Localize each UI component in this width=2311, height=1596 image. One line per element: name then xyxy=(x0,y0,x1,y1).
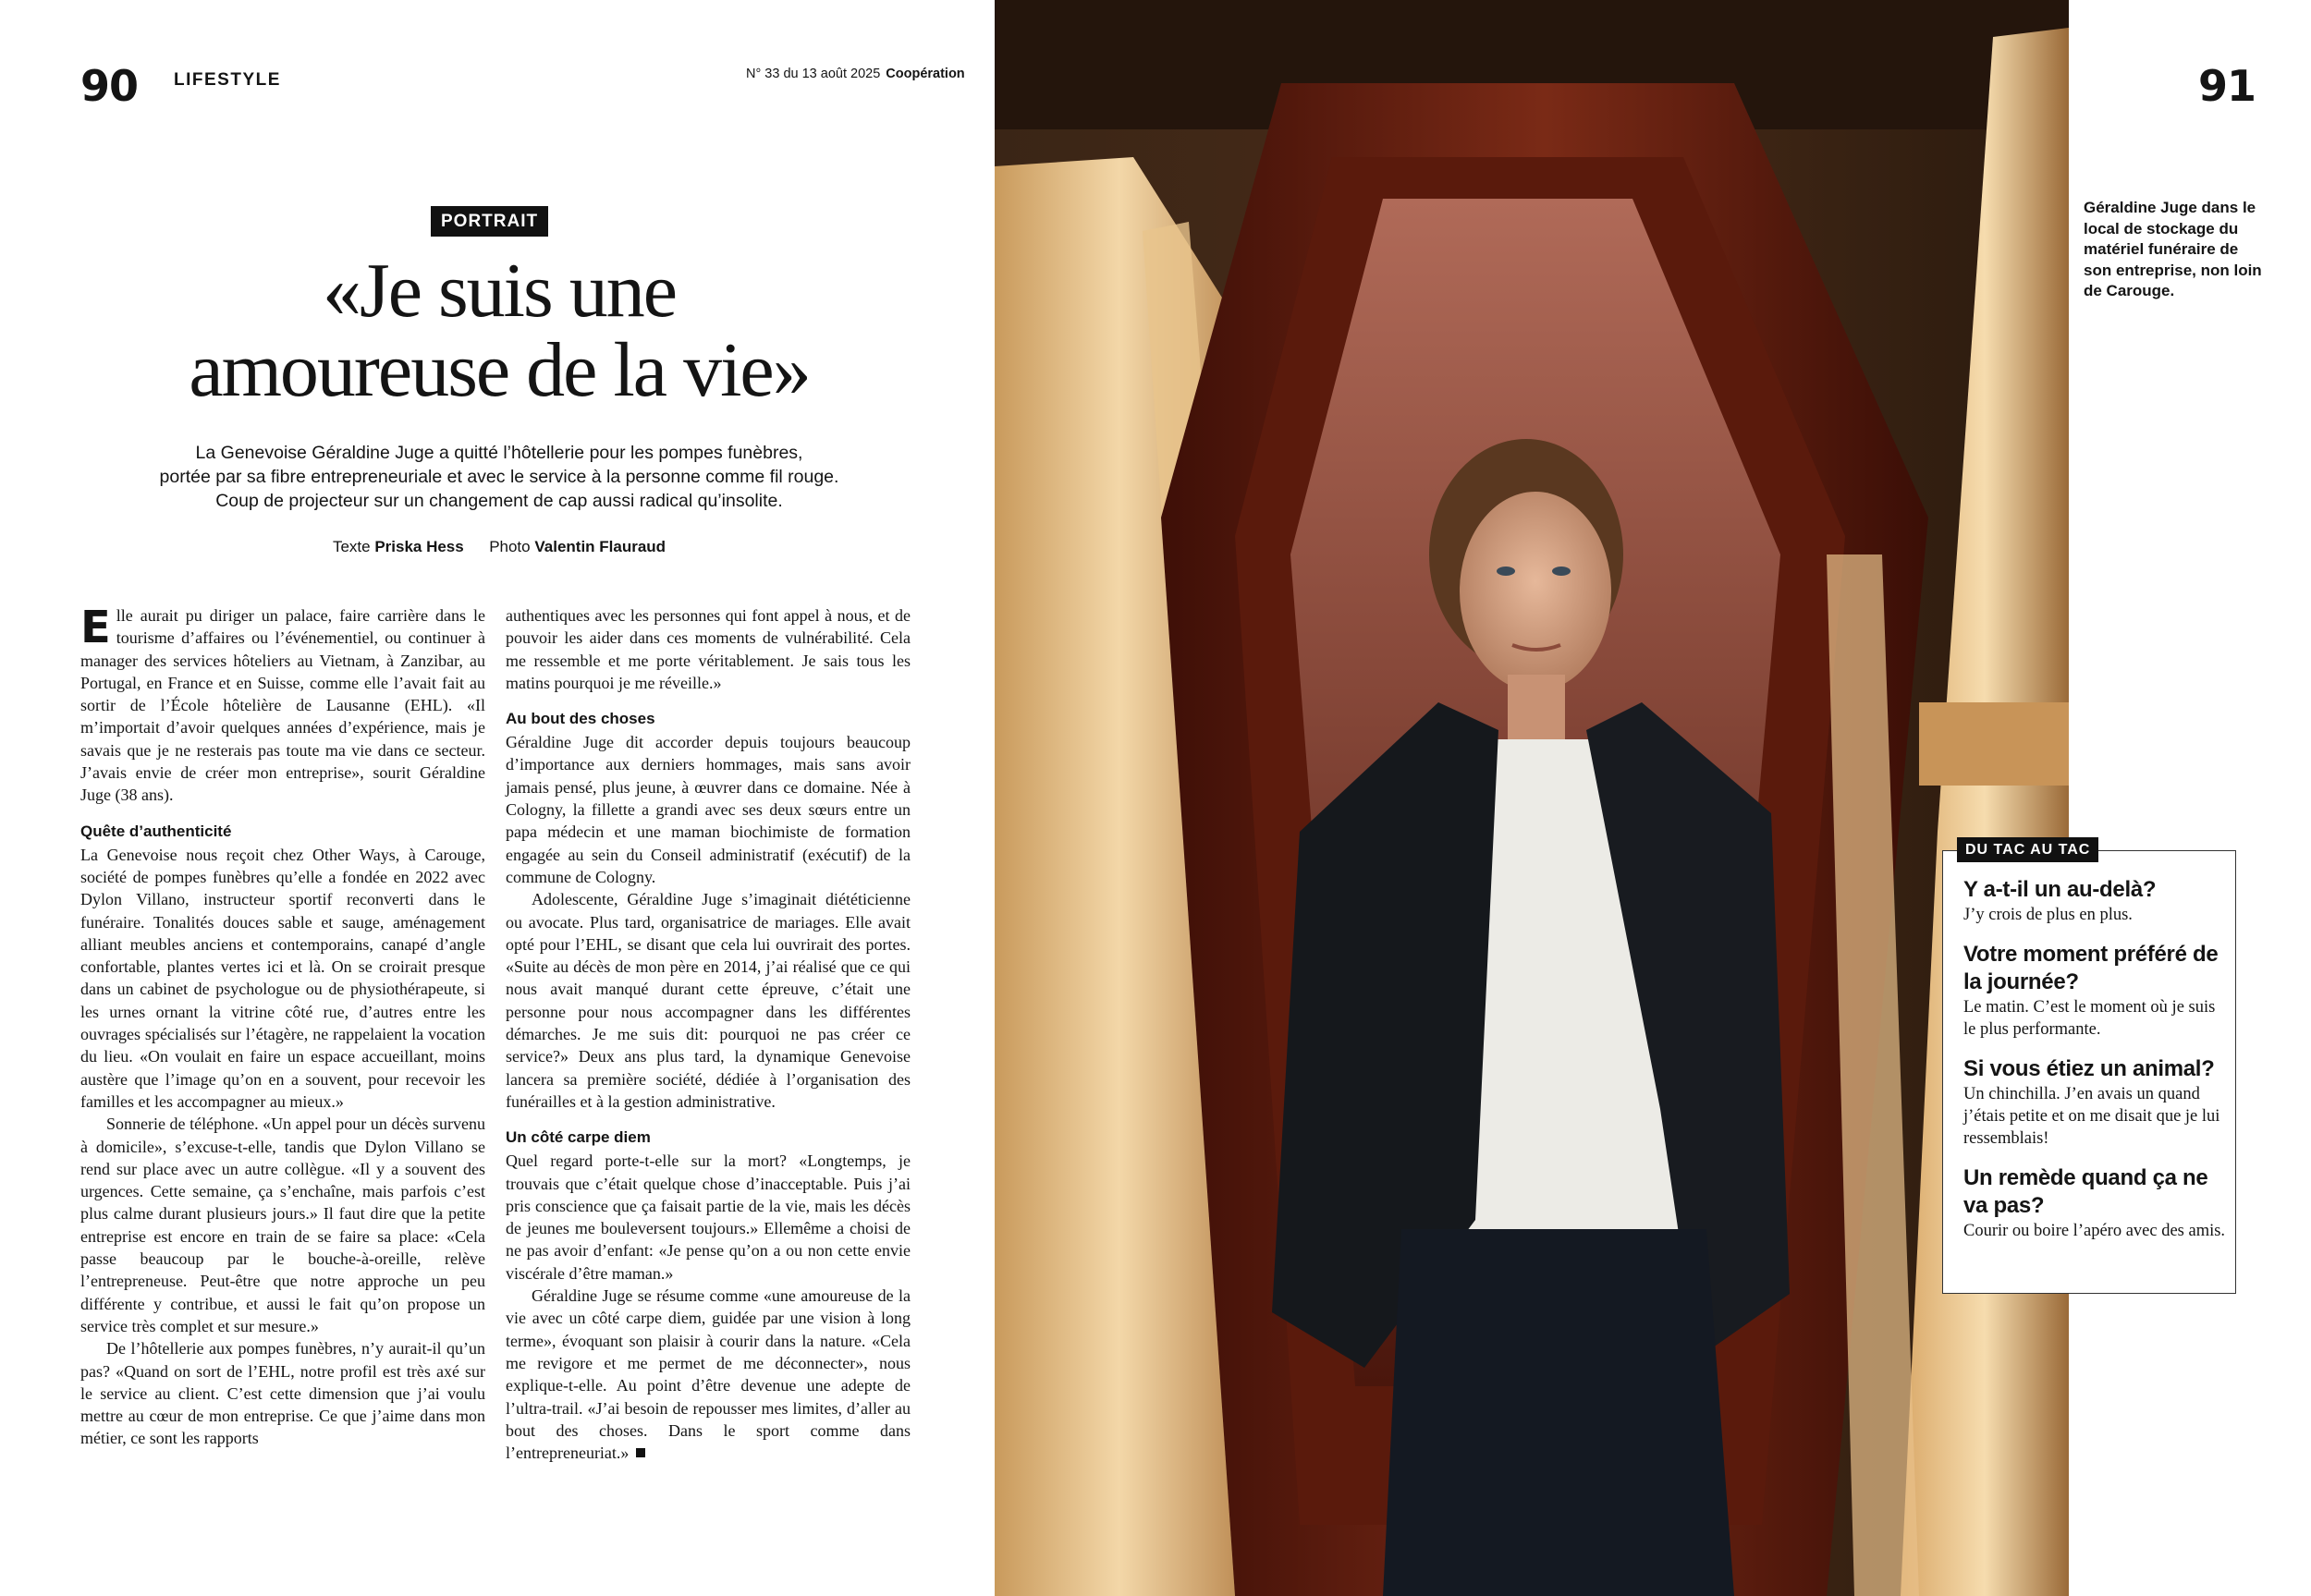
qa-list xyxy=(1963,876,2232,1257)
end-mark-icon xyxy=(636,1448,645,1457)
paragraph-text: lle aurait pu diriger un palace, faire carrière dans le tourisme d’affaires ou l’événementiel, ou continuer à manager des services hôteliers au Vietnam, à Zanzibar, au Portugal, en France et en Suisse, comme elle l’avait fait au sortir de l’École hôtelière de Lausanne (EHL). «Il m’importait d’avoir quelques années d’expérience, mais je savais que je ne resterais pas toute ma vie dans ce secteur. J’avais envie de créer mon entreprise», sourit Géraldine Juge (38 ans). xyxy=(80,606,485,805)
byline-text-author: Priska Hess xyxy=(374,538,464,555)
paragraph xyxy=(506,1285,911,1464)
subheading: Au bout des choses xyxy=(506,710,655,728)
qa-answer: Un chinchilla. J’en avais un quand j’étais petite et on me disait que je lui ressemblais! xyxy=(1963,1085,2220,1148)
standfirst xyxy=(102,441,897,513)
section-label: LIFESTYLE xyxy=(174,70,281,90)
article-column-1 xyxy=(80,604,485,1450)
standfirst-line-2: portée par sa fibre entrepreneuriale et avec le service à la personne comme fil rouge. xyxy=(159,467,839,487)
right-page-number: 91 xyxy=(2198,61,2256,111)
portrait-photo xyxy=(995,0,2069,1596)
qa-answer: Courir ou boire l’apéro avec des amis. xyxy=(1963,1222,2226,1240)
article-title xyxy=(74,248,924,413)
standfirst-line-3: Coup de projecteur sur un changement de cap aussi radical qu’insolite. xyxy=(215,491,783,511)
paragraph: De l’hôtellerie aux pompes funèbres, n’y aurait-il qu’un pas? «Quand on sort de l’EHL, notre profil est très axé sur le service au client. C’est cette dimension que j’ai voulu mettre au cœur de mon entreprise. Ce que j’aime dans mon métier, ce sont les rapports xyxy=(80,1339,485,1448)
qa-question: Votre moment préféré de la journée? xyxy=(1963,942,2219,994)
byline-text-label: Texte xyxy=(332,538,371,555)
paragraph: authentiques avec les personnes qui font appel à nous, et de pouvoir les aider dans ces moments de vulnérabilité. Cela me ressemble et me porte véritablement. Je sais tous les matins pourquoi je me réveille.» xyxy=(506,606,911,692)
qa-question: Y a-t-il un au-delà? xyxy=(1963,877,2157,902)
title-line-1: «Je suis une xyxy=(323,248,676,334)
qa-box-label: DU TAC AU TAC xyxy=(1957,837,2098,862)
left-page-number: 90 xyxy=(80,61,139,111)
issue-info xyxy=(746,67,965,81)
qa-question: Un remède quand ça ne va pas? xyxy=(1963,1165,2208,1218)
photo-caption: Géraldine Juge dans le local de stockage du matériel funéraire de son entreprise, non loin de Carouge. xyxy=(2084,199,2262,299)
standfirst-line-1: La Genevoise Géraldine Juge a quitté l’hôtellerie pour les pompes funèbres, xyxy=(195,443,803,463)
photo-illustration xyxy=(995,0,2069,1596)
paragraph: Adolescente, Géraldine Juge s’imaginait diététicienne ou avocate. Plus tard, organisatrice de mariages. Elle avait opté pour l’EHL, se disant que cela lui ouvrirait des portes. «Suite au décès de mon père en 2014, j’ai réalisé que ce qui nous avait manqué durant cette épreuve, c’était une personne pour nous accompagner dans les différentes démarches. Je me suis dit: pourquoi ne pas créer ce service?» Deux ans plus tard, la dynamique Genevoise lancera sa première société, dédiée à l’organisation des funérailles et à la gestion administrative. xyxy=(506,890,911,1111)
issue-number: N° 33 du 13 août 2025 xyxy=(746,67,881,81)
byline xyxy=(102,538,897,556)
paragraph: Sonnerie de téléphone. «Un appel pour un décès survenu à domicile», s’excuse-t-elle, tandis que Dylon Villano se rend sur place avec un autre collègue. «Il y a souvent des urgences. Cette semaine, ça s’enchaîne, mais parfois c’est plus calme durant plusieurs jours.» Il faut dire que la petite entreprise est encore en train de se faire sa place: «Cela passe beaucoup par le bouche-à-oreille, relève l’entrepreneuse. Peut-être que notre approche un peu différente y contribue, et aussi le fait qu’on propose un service très complet et sur mesure.» xyxy=(80,1115,485,1335)
kicker-badge: PORTRAIT xyxy=(431,206,548,237)
paragraph-text: Géraldine Juge se résume comme «une amoureuse de la vie avec un côté carpe diem, guidée par une vision à long terme», évoquant son plaisir à courir dans la nature. «Cela me revigore et me permet de me déconnecter», nous explique-t-elle. Au point d’être devenue une adepte de l’ultra-trail. «J’ai besoin de repousser mes limites, d’aller au bout des choses. Dans le sport comme dans l’entrepreneuriat.» xyxy=(506,1286,911,1463)
title-line-2: amoureuse de la vie» xyxy=(189,327,810,413)
qa-answer: J’y crois de plus en plus. xyxy=(1963,906,2133,924)
qa-question: Si vous étiez un animal? xyxy=(1963,1056,2215,1081)
subheading: Quête d’authenticité xyxy=(80,822,232,840)
article-column-2 xyxy=(506,604,911,1464)
paragraph: La Genevoise nous reçoit chez Other Ways, à Carouge, société de pompes funèbres qu’elle a fondée en 2022 avec Dylon Villano, instructeur sportif reconverti dans le funéraire. Tonalités douces sable et sauge, aménagement alliant meubles anciens et contemporains, canapé d’angle confortable, plantes vertes ici et là. On se croirait presque dans un cabinet de psychologue ou de physiothérapeute, si les urnes ornant la vitrine côté rue, d’autres entre les ouvrages spécialisés sur l’étagère, ne rappelaient la vocation du lieu. «On voulait en faire un espace accueillant, moins austère que l’image qu’on en a souvent, pour recevoir les familles et les accompagner au mieux.» xyxy=(80,845,485,1111)
paragraph: Quel regard porte-t-elle sur la mort? «Longtemps, je trouvais que c’était quelque chose d’inacceptable. Puis j’ai pris conscience que ça faisait partie de la vie, mais les décès de jeunes me bouleversent toujours.» Ellemême a choisi de ne pas avoir d’enfant: «Je pense qu’on a ou non cette envie viscérale d’être maman.» xyxy=(506,1151,911,1283)
paragraph xyxy=(80,604,485,807)
byline-photo-label: Photo xyxy=(489,538,531,555)
drop-cap: E xyxy=(80,602,111,653)
byline-photo-author: Valentin Flauraud xyxy=(534,538,666,555)
publication-name: Coopération xyxy=(886,67,965,81)
qa-answer: Le matin. C’est le moment où je suis le plus performante. xyxy=(1963,998,2216,1039)
subheading: Un côté carpe diem xyxy=(506,1128,651,1147)
paragraph: Géraldine Juge dit accorder depuis toujours beaucoup d’importance aux derniers hommages, mais sans avoir jamais pensé, plus jeune, à œuvrer dans ce domaine. Née à Cologny, la fillette a grandi avec ses deux sœurs entre un papa médecin et une maman biochimiste de formation engagée au sein du Conseil administratif (exécutif) de la commune de Cologny. xyxy=(506,733,911,886)
